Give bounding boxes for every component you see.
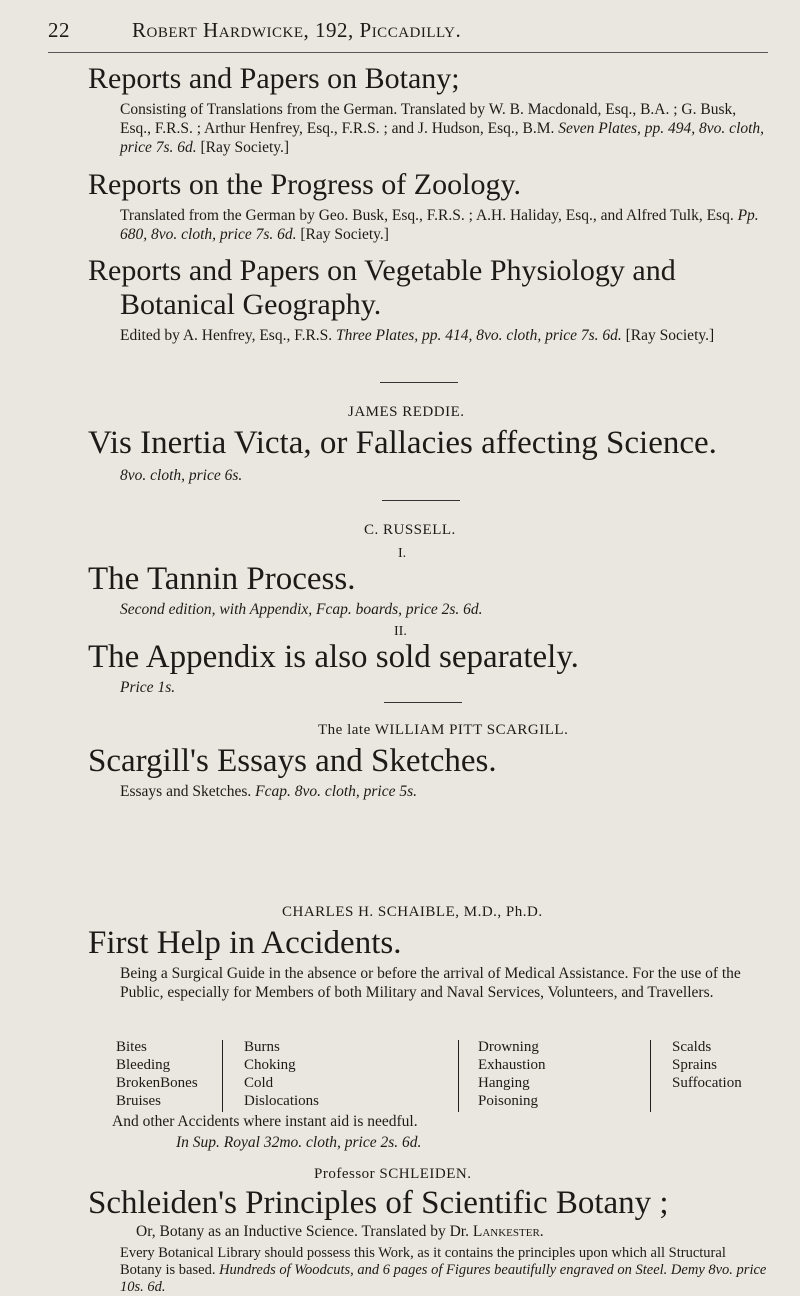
accident-item: Drowning	[478, 1039, 539, 1055]
translator-name: Lankester.	[472, 1223, 544, 1240]
entry-scargill	[88, 744, 768, 801]
accident-item: Exhaustion	[478, 1057, 546, 1073]
author-scargill: The late WILLIAM PITT SCARGILL.	[318, 722, 569, 738]
entry-title: The Tannin Process.	[88, 561, 356, 597]
entry-description: Essays and Sketches. Fcap. 8vo. cloth, price 5s.	[120, 783, 418, 800]
accident-item: Choking	[244, 1057, 296, 1073]
accident-item: Burns	[244, 1039, 280, 1055]
author-schleiden: Professor SCHLEIDEN.	[314, 1166, 472, 1182]
running-header	[48, 18, 768, 43]
entry-title: First Help in Accidents.	[88, 925, 402, 961]
entry-description: Translated from the German by Geo. Busk, Esq., F.R.S. ; A.H. Haliday, Esq., and Alfred Tulk, Esq. Pp. 680, 8vo. cloth, price 7s. 6d. [Ray Society.]	[120, 207, 759, 243]
entry-botany-reports	[88, 62, 768, 157]
numeral-one: I.	[398, 546, 407, 561]
entry-description	[88, 1245, 768, 1296]
accident-item: Scalds	[672, 1039, 712, 1055]
running-head: Robert Hardwicke, 192, Piccadilly.	[132, 18, 462, 42]
entry-title: Reports and Papers on Botany;	[88, 62, 460, 95]
description-text: Every Botanical Library should possess this Work, as it contains the principles upon which all Structural Botany is based.	[120, 1245, 726, 1278]
author-reddie: JAMES REDDIE.	[348, 404, 465, 420]
entry-title-line1: Reports and Papers on Vegetable Physiology and	[88, 254, 676, 287]
accident-item: Sprains	[672, 1057, 717, 1073]
accident-item: Bites	[116, 1039, 147, 1055]
accident-item: Poisoning	[478, 1093, 539, 1109]
entry-details: In Sup. Royal 32mo. cloth, price 2s. 6d.	[176, 1134, 422, 1151]
accidents-column	[244, 1038, 394, 1110]
column-divider	[222, 1040, 223, 1112]
entry-details: Pp. 680, 8vo. cloth, price 7s. 6d.	[120, 207, 759, 243]
first-help-closing: And other Accidents where instant aid is needful. In Sup. Royal 32mo. cloth, price 2s. 6d.	[112, 1112, 792, 1152]
accidents-column	[478, 1038, 628, 1110]
entry-details: Second edition, with Appendix, Fcap. boards, price 2s. 6d.	[120, 601, 483, 618]
entry-society: [Ray Society.]	[625, 327, 715, 344]
header-rule	[48, 52, 768, 53]
column-divider	[650, 1040, 651, 1112]
entry-title-line2: Botanical Geography.	[120, 288, 382, 321]
appendix-price: Price 1s.	[120, 679, 176, 696]
accident-item: Hanging	[478, 1075, 530, 1091]
entry-details: Hundreds of Woodcuts, and 6 pages of Figures beautifully engraved on Steel. Demy 8vo. price 10s. 6d.	[120, 1262, 767, 1295]
accident-item: Dislocations	[244, 1093, 319, 1109]
numeral-two: II.	[394, 624, 407, 639]
entry-tannin-appendix	[88, 640, 768, 697]
page-number: 22	[48, 18, 70, 42]
accident-item: BrokenBones	[116, 1075, 198, 1091]
accident-item: Cold	[244, 1075, 274, 1091]
entry-title: Scargill's Essays and Sketches.	[88, 743, 497, 779]
entry-first-help	[88, 926, 768, 1002]
entry-details: Fcap. 8vo. cloth, price 5s.	[255, 783, 418, 800]
accident-item: Bleeding	[116, 1057, 171, 1073]
entry-subtitle: Or, Botany as an Inductive Science. Translated by Dr. Lankester.	[136, 1223, 544, 1240]
entry-vis-inertia	[88, 426, 768, 485]
entry-title: Schleiden's Principles of Scientific Botany ;	[88, 1185, 669, 1221]
entry-vegetable-reports	[88, 254, 768, 345]
entry-details: 8vo. cloth, price 6s.	[120, 467, 243, 484]
entry-title: Vis Inertia Victa, or Fallacies affecting Science.	[88, 425, 717, 461]
entry-description: Consisting of Translations from the German. Translated by W. B. Macdonald, Esq., B.A. ; G. Busk, Esq., F.R.S. ; Arthur Henfrey, Esq., F.R.S. ; and J. Hudson, Esq., B.M. Seven Plates, pp. 494, 8vo. cloth, price 7s. 6d. [Ray Society.]	[120, 101, 765, 156]
author-schaible: CHARLES H. SCHAIBLE, M.D., Ph.D.	[282, 904, 543, 920]
column-divider	[458, 1040, 459, 1112]
appendix-title: The Appendix is also sold separately.	[88, 639, 579, 675]
entry-description: Being a Surgical Guide in the absence or before the arrival of Medical Assistance. For the use of the Public, especially for Members of both Military and Naval Services, Volunteers, and Travellers.	[120, 965, 741, 1001]
entry-society: [Ray Society.]	[300, 226, 389, 243]
entry-tannin	[88, 562, 768, 619]
entry-zoology-reports	[88, 168, 768, 244]
divider-rule	[382, 500, 460, 501]
divider-rule	[384, 702, 462, 703]
entry-details: Seven Plates, pp. 494, 8vo. cloth, price 7s. 6d.	[120, 120, 765, 156]
accident-item: Bruises	[116, 1093, 161, 1109]
author-russell: C. RUSSELL.	[364, 522, 456, 538]
accident-item: Suffocation	[672, 1075, 742, 1091]
entry-society: [Ray Society.]	[200, 139, 290, 156]
accidents-column	[672, 1038, 800, 1092]
entry-details: Three Plates, pp. 414, 8vo. cloth, price 7s. 6d.	[336, 327, 622, 344]
divider-rule	[380, 382, 458, 383]
entry-title: Reports on the Progress of Zoology.	[88, 168, 522, 201]
entry-description: Edited by A. Henfrey, Esq., F.R.S. Three Plates, pp. 414, 8vo. cloth, price 7s. 6d. [Ray Society.]	[120, 327, 715, 344]
